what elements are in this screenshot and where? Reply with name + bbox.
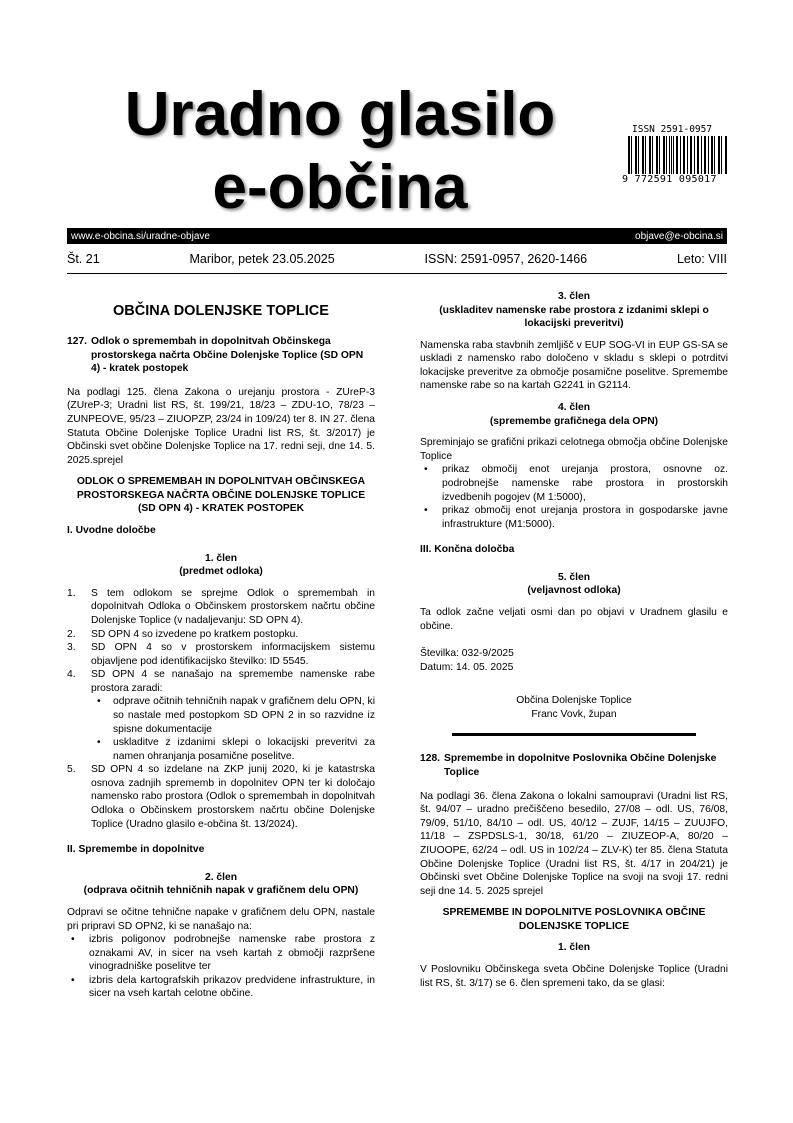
barcode-bar: [659, 136, 660, 174]
act-number: 127.: [67, 336, 88, 348]
section-heading: III. Končna določba: [420, 544, 515, 556]
sub-list-item: • uskladitve z izdanimi sklepi o lokacijski preveritvi za namen ohranjanja posamične poselitve.: [97, 737, 375, 762]
act-number: 128.: [420, 753, 441, 765]
barcode-issn-label: ISSN 2591-0957: [632, 124, 713, 135]
article-number: 5. člen: [557, 571, 591, 583]
barcode-bar: [638, 136, 639, 174]
top-bar: [67, 228, 727, 244]
act-title-text: Spremembe in dopolnitve Poslovnika Občine Dolenjske Toplice: [444, 753, 717, 779]
bullet-item: • prikaz območij enot urejanja prostora, osnovne oz. podrobnejše namenske rabe prostora in prostorskih izvedbenih pogojev (M 1:5000),: [424, 464, 728, 503]
act-preamble: Na podlagi 36. člena Zakona o lokalni samoupravi (Uradni list RS, št. 94/07 – uradno prečiščeno besedilo, 27/08 – odl. US, 76/08, 79/09, 51/10, 84/10 – odl. US, 40/12 – ZUJF, 14/15 – ZUUJFO, 11/18 – ZSPDSLS-1, 30/18, 61/20 – ZIUZEOP-A, 80/20 – ZIUOOPE, 62/24 – odl. US in 102/24 – ZLV-K) ter 85. člena Statuta Občine Dolenjske Toplice (Uradni list RS, št. 4/17 in 204/21) je Občinski svet Občine Dolenjske Toplice na svoji na svoji 17. redni seji dne 14. 5. 2025 sprejel: [420, 790, 728, 897]
article-2: [67, 871, 375, 898]
article-title: (uskladitev namenske rabe prostora z izdanimi sklepi o lokacijski preveritvi): [439, 304, 709, 330]
list-item: 3. SD OPN 4 so v prostorskem informacijskem sistemu objavljene pod identifikacijsko številko: ID 5545.: [67, 642, 375, 667]
issn-barcode: [622, 124, 728, 185]
article-number: 4. člen: [557, 402, 591, 414]
article-5: [420, 571, 728, 598]
sub-list: [91, 695, 375, 763]
barcode-bars: [628, 136, 728, 174]
masthead-title: Uradno glasilo: [124, 80, 556, 149]
document-date: Datum: 14. 05. 2025: [420, 661, 514, 673]
bullet-item: • izbris poligonov podrobnejše namenske rabe prostora z oznakami AV, in sicer na vseh kartah z območji razpršene vinogradniške poselitve ter: [71, 934, 375, 973]
issue-place-date: Maribor, petek 23.05.2025: [189, 252, 335, 266]
article-title: (veljavnost odloka): [527, 585, 621, 597]
article-text: Ta odlok začne veljati osmi dan po objavi v Uradnem glasilu e občine.: [420, 606, 728, 632]
article-1: 1. člen: [557, 942, 591, 954]
separator-rule: [452, 733, 696, 736]
sub-list-item: • odprave očitnih tehničnih napak v grafičnem delu OPN, ki so nastale med postopkom SD OPN 2 in so razvidne iz spisne dokumentacije: [97, 696, 375, 735]
act-128-title: [420, 752, 728, 779]
left-column: [67, 290, 375, 1001]
article-title: (spremembe grafičnega dela OPN): [489, 415, 659, 427]
article-3: [420, 290, 728, 331]
document-number: Številka: 032-9/2025: [420, 648, 514, 660]
masthead-subtitle: e-občina: [212, 153, 468, 223]
header-rule: [67, 273, 727, 274]
article-number: 2. člen: [204, 871, 238, 883]
barcode-bar: [714, 136, 715, 174]
act-heading: ODLOK O SPREMEMBAH IN DOPOLNITVAH OBČINSKEGA PROSTORSKEGA NAČRTA OBČINE DOLENJSKE TOPLICE (SD OPN 4) - KRATEK POSTOPEK: [76, 476, 366, 515]
list-item: 1. S tem odlokom se sprejme Odlok o spremembah in dopolnitvah Odloka o Občinskem prostorskem načrtu občine Dolenjske Toplice (v nadaljevanju: SD OPN 4).: [67, 587, 375, 626]
signature-mayor: Franc Vovk, župan: [531, 708, 617, 720]
bullet-item: • izbris dela kartografskih prikazov predvidene infrastrukture, in sicer na vseh kartah celotne občine.: [71, 974, 375, 1000]
article-4: [420, 401, 728, 428]
article-text: Spreminjajo se grafični prikazi celotnega območja občine Dolenjske Toplice: [420, 437, 728, 462]
barcode-number: 9 772591 095017: [622, 174, 717, 185]
article-title: (predmet odloka): [179, 566, 263, 578]
article-1: [67, 552, 375, 579]
list-item: 4. SD OPN 4 se nanašajo na spremembe namenske rabe prostora zaradi: • odprave očitnih tehničnih napak v grafičnem delu OPN, ki so nastale med postopkom SD OPN 2 in so razvidne iz spisne dokumentacije • uskladitve z izdanimi sklepi o lokacijski preveritvi za namen ohranjanja posamične poselitve.: [67, 669, 375, 762]
list-item: 5. SD OPN 4 so izdelane na ZKP junij 2020, ki je katastrska osnova zadnjih sprememb in dopolnitev OPN ter ki določajo namensko rabo prostora (Odlok o spremembah in dopolnitvah Odloka o Občinskem prostorskem načrtu občine Dolenjske Toplice (Uradno glasilo e-občina št. 13/2024).: [67, 764, 375, 830]
article-text: V Poslovniku Občinskega sveta Občine Dolenjske Toplice (Uradni list RS, št. 3/17) se 6. člen spremeni tako, da se glasi:: [420, 963, 728, 989]
article-2-bullets: [67, 933, 375, 1001]
issue-number: Št. 21: [67, 252, 100, 266]
article-text: Odpravi se očitne tehnične napake v grafičnem delu OPN, nastale pri pripravi SD OPN2, ki se nanašajo na:: [67, 906, 375, 932]
list-item: 2. SD OPN 4 so izvedene po kratkem postopku.: [67, 628, 299, 640]
barcode-bar: [677, 136, 678, 174]
issue-year: Leto: VIII: [676, 252, 727, 266]
act-preamble: Na podlagi 125. člena Zakona o urejanju prostora - ZUreP-3 (ZUreP-3; Uradni list RS, št. 199/21, 18/23 – ZDU-1O, 78/23 – ZUNPEOVE, 95/23 – ZIUOPZP, 23/24 in 109/24) ter 8. IN 27. člena Statuta Občine Dolenjske Toplice Uradni list RS, št. 3/2017) je Občinski svet občine Dolenjske Toplice na 17. redni seji, dne 14. 5. 2025.sprejel: [67, 386, 375, 466]
issue-issn: ISSN: 2591-0957, 2620-1466: [424, 252, 588, 266]
signature-municipality: Občina Dolenjske Toplice: [516, 695, 632, 707]
article-title: (odprava očitnih tehničnih napak v grafičnem delu OPN): [83, 885, 359, 897]
issue-line: [67, 252, 727, 266]
right-column: [420, 290, 728, 990]
website-link[interactable]: www.e-obcina.si/uradne-objave: [71, 230, 210, 242]
act-heading: SPREMEMBE IN DOPOLNITVE POSLOVNIKA OBČINE DOLENJSKE TOPLICE: [442, 907, 706, 932]
barcode-bar: [697, 136, 698, 174]
article-1-list: [67, 587, 375, 831]
section-heading: I. Uvodne določbe: [67, 525, 156, 537]
article-number: 1. člen: [204, 552, 238, 564]
municipality-title: OBČINA DOLENJSKE TOPLICE: [113, 303, 329, 319]
masthead: [0, 78, 680, 224]
article-4-bullets: [420, 463, 728, 531]
article-number: 3. člen: [557, 291, 591, 302]
act-127-title: [67, 335, 375, 376]
bullet-item: • prikaz območij enot urejanja prostora in gospodarske javne infrastrukture (M1:5000).: [424, 505, 728, 530]
article-text: Namenska raba stavbnih zemljišč v EUP SOG-VI in EUP GS-SA se uskladi z namensko rabo določeno v skladu s sklepi o potrditvi lokacijske preveritve za območje posamične poselitve. Spremembe namenske rabe so na kartah G2241 in G2114.: [420, 339, 728, 392]
section-heading: II. Spremembe in dopolnitve: [67, 844, 205, 856]
act-title-text: Odlok o spremembah in dopolnitvah Občinskega prostorskega načrta Občine Dolenjske Toplice (SD OPN 4) - kratek postopek: [91, 336, 364, 375]
email-link[interactable]: objave@e-obcina.si: [635, 230, 723, 242]
